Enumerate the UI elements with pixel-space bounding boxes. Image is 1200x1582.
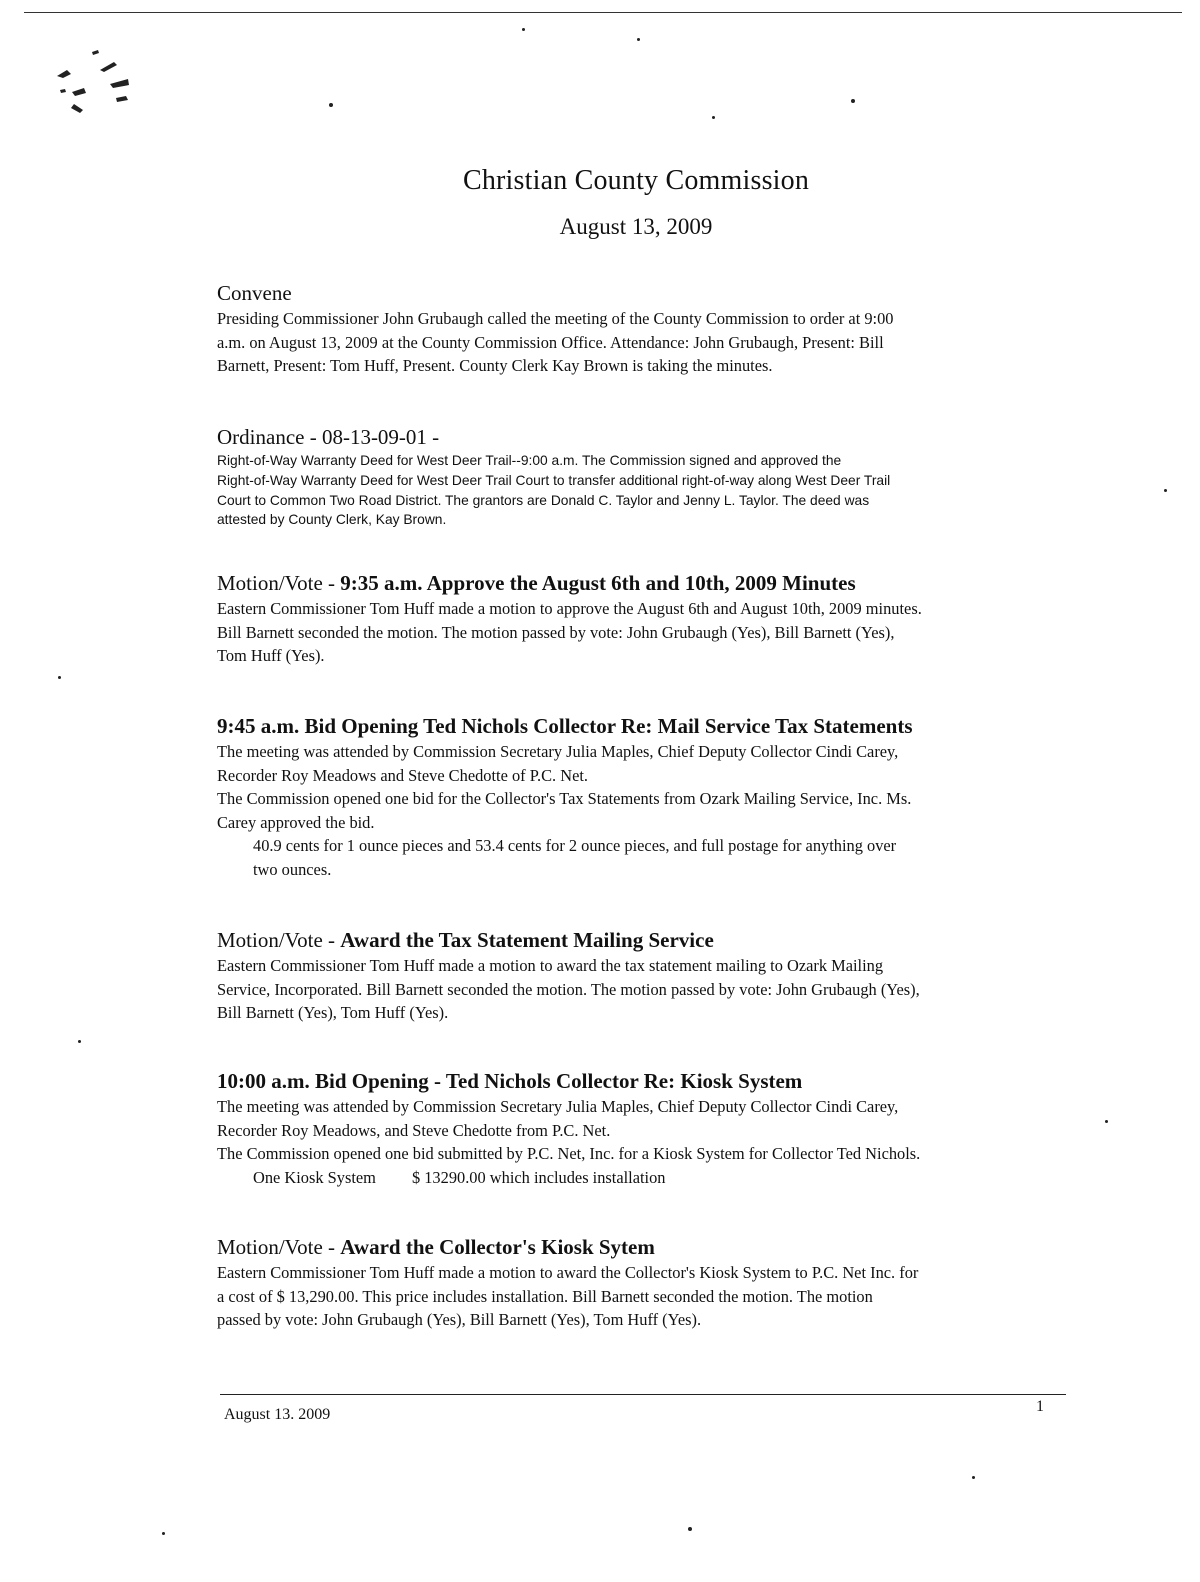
scan-smudge [52,46,152,126]
text-line: Presiding Commissioner John Grubaugh called the meeting of the County Commission to order at 9:00 [217,309,894,328]
section-heading [217,425,1067,449]
text-line: Right-of-Way Warranty Deed for West Deer Trail Court to transfer additional right-of-way along West Deer Trail [217,472,891,488]
scan-speck [637,38,640,41]
text-line: two ounces. [253,859,332,879]
text-line: a.m. on August 13, 2009 at the County Commission Office. Attendance: John Grubaugh, Present: Bill [217,332,884,352]
section-body [217,1261,1067,1332]
scan-speck [972,1476,975,1479]
scan-speck [1105,1120,1108,1123]
section-ordinance [217,425,1067,530]
scan-speck [712,116,715,119]
scan-speck [851,99,855,103]
text-line: attested by County Clerk, Kay Brown. [217,512,447,528]
text-line: Carey approved the bid. [217,812,375,832]
section-body [217,740,1067,834]
scan-speck [58,676,61,679]
section-heading [217,1235,1067,1259]
section-heading: 10:00 a.m. Bid Opening - Ted Nichols Collector Re: Kiosk System [217,1069,803,1093]
section-body [217,954,1067,1025]
footer-date: August 13. 2009 [224,1406,331,1423]
text-line: Eastern Commissioner Tom Huff made a motion to award the tax statement mailing to Ozark Mailing [217,956,884,975]
section-heading: 9:45 a.m. Bid Opening Ted Nichols Collector Re: Mail Service Tax Statements [217,714,913,738]
heading-bold: Award the Tax Statement Mailing Service [340,928,714,952]
text-line: Bill Barnett seconded the motion. The motion passed by vote: John Grubaugh (Yes), Bill Barnett (Yes), [217,622,895,642]
scan-speck [522,28,525,31]
text-line: passed by vote: John Grubaugh (Yes), Bill Barnett (Yes), Tom Huff (Yes). [217,1310,702,1329]
section-heading [217,571,1067,595]
heading-prefix: Motion/Vote - [217,571,341,595]
top-rule [24,12,1182,13]
bid-details [217,834,1067,881]
text-line: Court to Common Two Road District. The grantors are Donald C. Taylor and Jenny L. Taylor. The deed was [217,492,870,508]
section-minutes-vote [217,571,1067,668]
heading-prefix: Motion/Vote - [217,928,341,952]
section-body [217,597,1067,668]
item-price: $ 13290.00 which includes installation [411,1167,666,1187]
section-heading: Convene [217,281,292,305]
text-line: Eastern Commissioner Tom Huff made a motion to award the Collector's Kiosk System to P.C. Net Inc. for [217,1263,919,1282]
section-kiosk-award [217,1235,1067,1332]
section-body [217,451,1067,530]
text-line: The Commission opened one bid submitted by P.C. Net, Inc. for a Kiosk System for Collector Ted Nichols. [217,1144,921,1163]
text-line: Bill Barnett (Yes), Tom Huff (Yes). [217,1003,449,1022]
scan-speck [162,1532,165,1535]
text-line: Right-of-Way Warranty Deed for West Deer Trail--9:00 a.m. The Commission signed and approved the [217,453,842,468]
text-line: Barnett, Present: Tom Huff, Present. County Clerk Kay Brown is taking the minutes. [217,356,773,375]
section-mail-bid [217,714,1067,881]
document-title: Christian County Commission [462,165,810,196]
text-line: Recorder Roy Meadows, and Steve Chedotte from P.C. Net. [217,1120,611,1140]
section-body [217,307,1067,378]
section-mail-award [217,928,1067,1025]
text-line: 40.9 cents for 1 ounce pieces and 53.4 cents for 2 ounce pieces, and full postage for anything over [253,836,897,855]
text-line: Tom Huff (Yes). [217,646,325,665]
text-line: The meeting was attended by Commission Secretary Julia Maples, Chief Deputy Collector Cindi Carey, [217,742,899,761]
heading-prefix: Motion/Vote - [217,1235,341,1259]
scan-speck [688,1527,692,1531]
page-number: 1 [1036,1398,1044,1415]
text-line: Eastern Commissioner Tom Huff made a motion to approve the August 6th and August 10th, 2009 minutes. [217,599,922,618]
section-convene [217,281,1067,378]
item-label: One Kiosk System [253,1167,376,1187]
section-body [217,1095,1067,1166]
section-kiosk-bid [217,1069,1067,1189]
text-line: The meeting was attended by Commission Secretary Julia Maples, Chief Deputy Collector Cindi Carey, [217,1097,899,1116]
scan-speck [329,103,333,107]
document-date: August 13, 2009 [559,214,713,239]
heading-bold: Award the Collector's Kiosk Sytem [340,1235,655,1259]
section-heading [217,928,1067,952]
text-line: Recorder Roy Meadows and Steve Chedotte of P.C. Net. [217,765,588,785]
scan-speck [1164,489,1167,492]
scan-speck [78,1040,81,1043]
footer-rule [220,1394,1066,1395]
kiosk-bid-item [217,1166,1067,1190]
heading-text: Ordinance - 08-13-09-01 - [217,425,440,449]
text-line: The Commission opened one bid for the Collector's Tax Statements from Ozark Mailing Service, Inc. Ms. [217,789,912,808]
text-line: a cost of $ 13,290.00. This price includes installation. Bill Barnett seconded the motion. The motion [217,1286,873,1306]
text-line: Service, Incorporated. Bill Barnett seconded the motion. The motion passed by vote: John Grubaugh (Yes), [217,979,920,999]
heading-bold: 9:35 a.m. Approve the August 6th and 10th, 2009 Minutes [340,571,856,595]
